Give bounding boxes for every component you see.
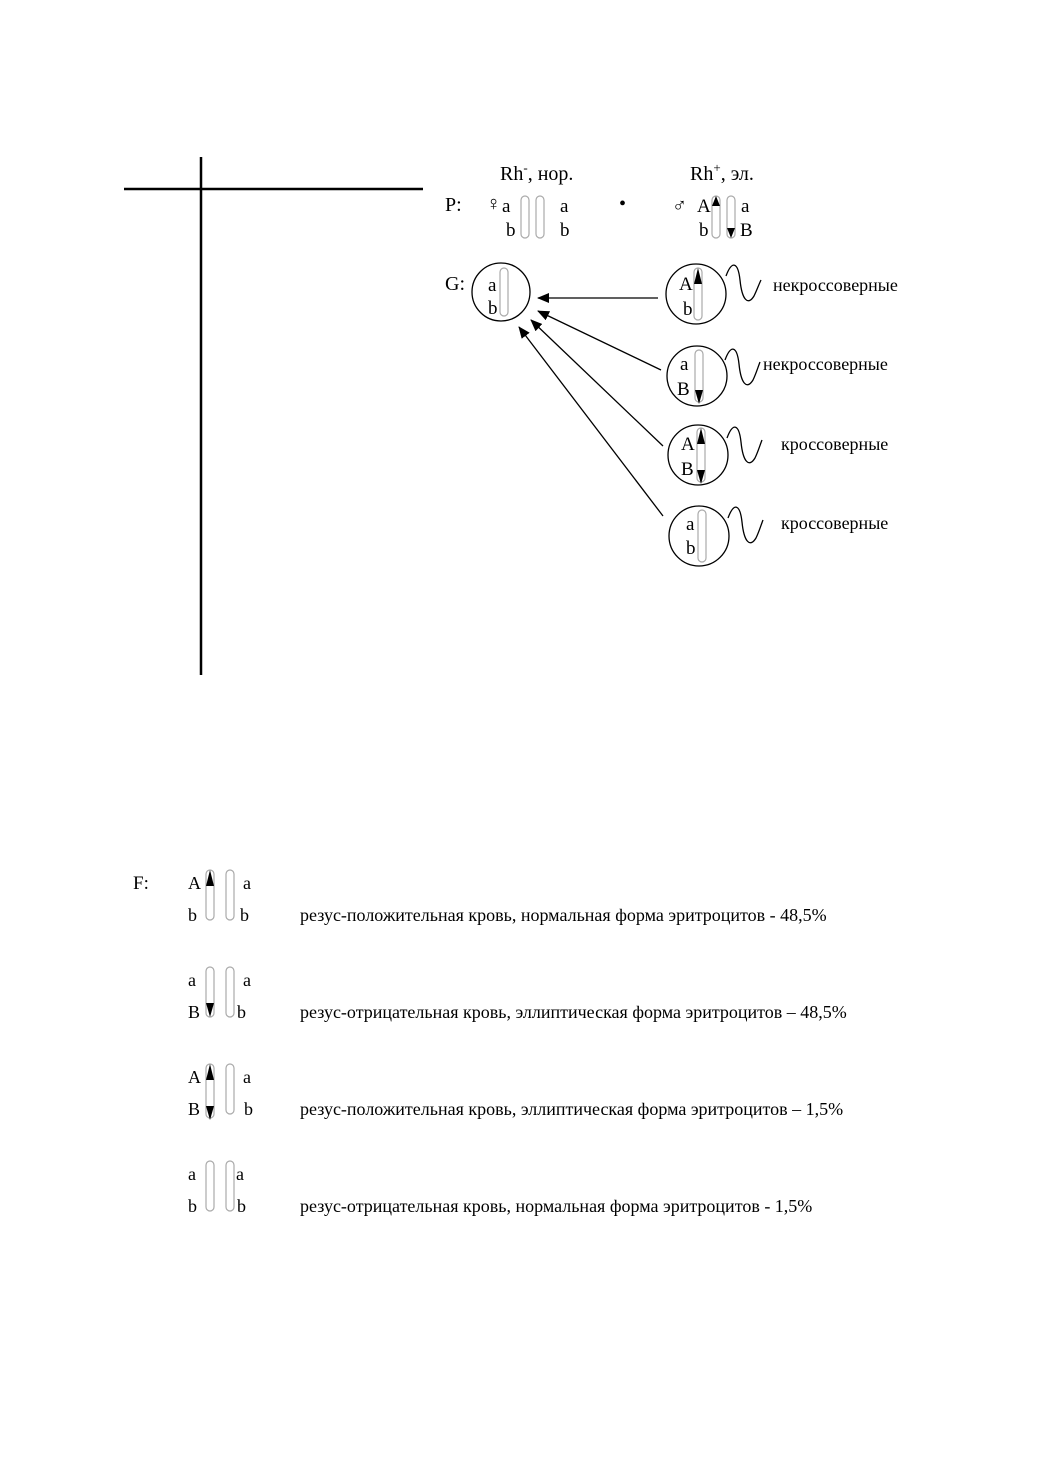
offspring-2-allele-bottom-right: b [237,1002,246,1022]
chromosome-icon [536,196,544,238]
male-allele-top-right: a [741,196,750,217]
male-gamete-1-top: A [679,274,693,295]
female-allele-top-left: a [502,196,511,217]
female-gamete-top: a [488,275,497,296]
female-gamete-bottom: b [488,298,498,319]
offspring-4-description: резус-отрицательная кровь, нормальная форма эритроцитов - 1,5% [300,1196,813,1216]
gametes-label: G: [445,273,465,295]
chromosome-icon [727,196,735,238]
chromosome-icon [712,196,720,238]
male-gamete-4-top: a [686,514,695,535]
offspring-2-allele-top-left: a [188,970,196,990]
offspring-2-allele-bottom-left: B [188,1002,201,1022]
male-gamete-2-top: a [680,354,689,375]
chromosome-icon [226,1161,234,1211]
chromosome-icon [206,1161,214,1211]
tail [725,349,760,385]
offspring-4-allele-top-right: a [236,1164,244,1184]
male-phenotype: Rh+, эл. [690,160,754,185]
offspring-2-description: резус-отрицательная кровь, эллиптическая форма эритроцитов – 48,5% [300,1002,847,1022]
chromosome-icon [206,870,214,920]
male-allele-bottom-left: b [699,220,709,241]
female-allele-bottom-left: b [506,220,516,241]
male-gamete-1 [666,264,898,324]
male-symbol: ♂ [672,195,687,217]
female-phenotype: Rh-, нор. [500,160,574,185]
chromosome-icon [226,870,234,920]
chromosome-icon [521,196,529,238]
offspring-3-description: резус-положительная кровь, эллиптическая форма эритроцитов – 1,5% [300,1099,844,1119]
male-gamete-4-type: кроссоверные [781,513,889,533]
male-gamete-2-bottom: B [677,379,690,400]
male-gamete-2 [667,346,888,406]
offspring-2-allele-top-right: a [243,970,251,990]
female-gamete [472,263,530,321]
male-gamete-3-bottom: B [681,459,694,480]
parents-label: P: [445,194,462,216]
tail [728,507,763,543]
offspring-3-allele-top-right: a [243,1067,251,1087]
chromosome-icon [226,967,234,1017]
chromosome-icon [206,1064,214,1120]
offspring-1-allele-top-left: A [188,873,201,893]
female-symbol: ♀ [486,193,501,215]
offspring-4-allele-bottom-left: b [188,1196,197,1216]
chromosome-icon [226,1064,234,1114]
offspring-4-allele-bottom-right: b [237,1196,246,1216]
tail [727,427,762,463]
offspring-row-4 [188,1161,812,1216]
offspring-1-allele-top-right: a [243,873,251,893]
chromosome-icon [698,510,706,562]
male-gamete-1-bottom: b [683,299,693,320]
male-gamete-3-top: A [681,434,695,455]
male-gamete-1-type: некроссоверные [773,275,898,295]
chromosome-icon [206,967,214,1017]
offspring-label: F: [133,873,149,894]
cross-symbol: • [619,193,627,215]
tail [726,265,761,301]
offspring-row-3 [188,1064,843,1120]
offspring-row-2 [188,967,847,1022]
offspring-1-description: резус-положительная кровь, нормальная форма эритроцитов - 48,5% [300,905,827,925]
female-allele-top-right: a [560,196,569,217]
offspring-3-allele-top-left: A [188,1067,201,1087]
female-allele-bottom-right: b [560,220,570,241]
male-gamete-4 [669,506,888,566]
offspring-row-1 [188,870,827,925]
offspring-3-allele-bottom-right: b [244,1099,253,1119]
chromosome-icon [500,268,508,316]
male-allele-top-left: A [697,196,711,217]
arrow [519,327,663,516]
offspring-1-allele-bottom-left: b [188,905,197,925]
male-gamete-3-type: кроссоверные [781,434,889,454]
offspring-3-allele-bottom-left: B [188,1099,201,1119]
male-allele-bottom-right: B [740,220,753,241]
arrow [538,311,661,370]
male-gamete-2-type: некроссоверные [763,354,888,374]
offspring-4-allele-top-left: a [188,1164,196,1184]
male-gamete-4-bottom: b [686,538,696,559]
offspring-1-allele-bottom-right: b [240,905,249,925]
male-gamete-3 [668,425,888,485]
